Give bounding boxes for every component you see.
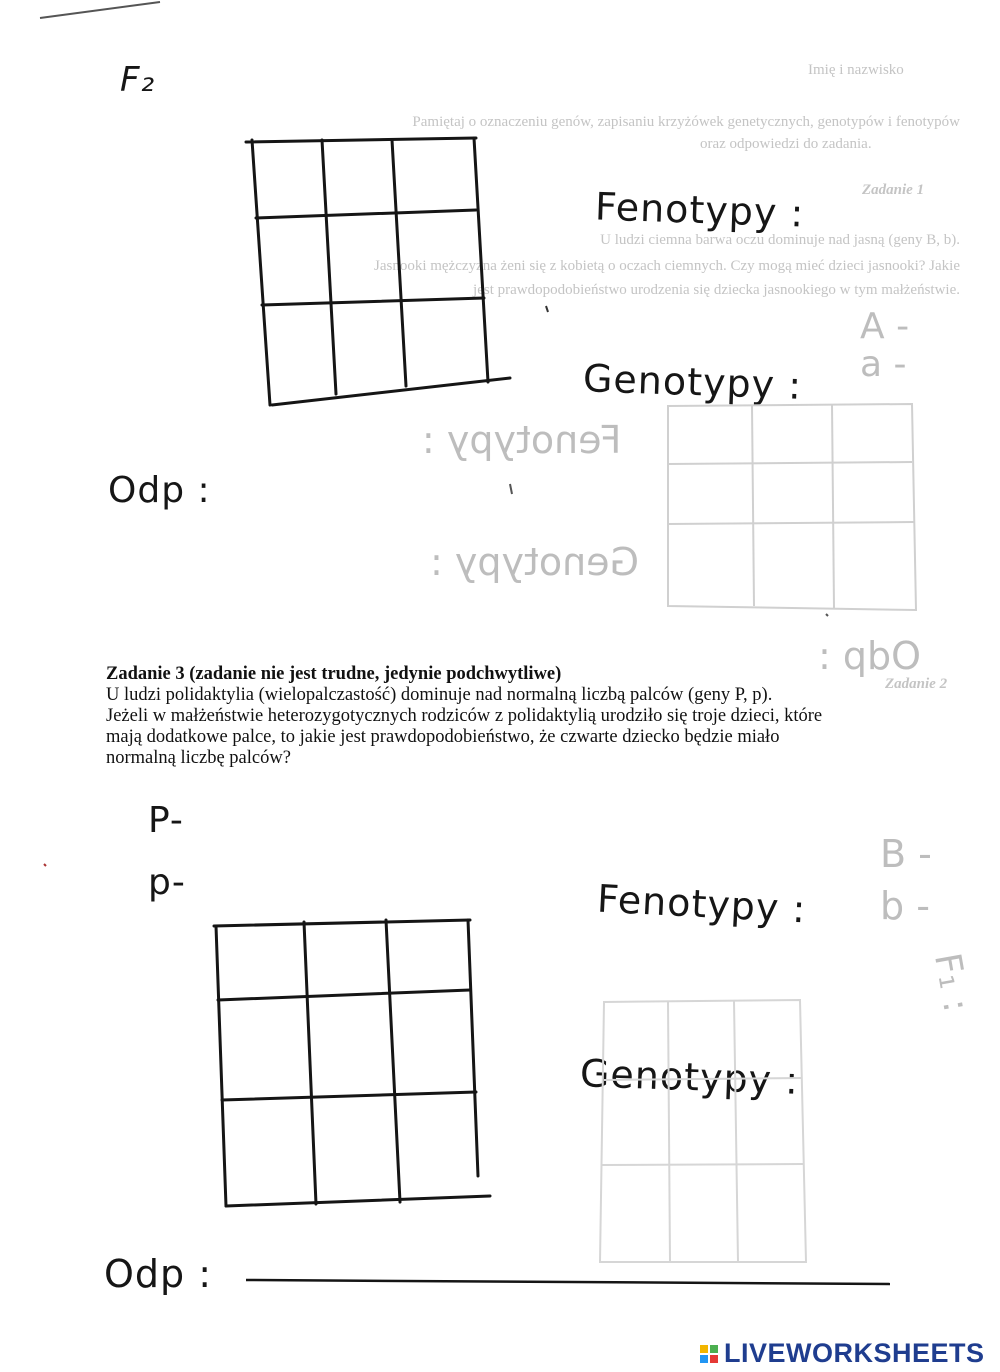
logo-square-blue [700,1355,708,1363]
punnett-square-2 [214,920,490,1206]
ghost-hand-gen: Genotypy : [430,540,640,584]
ghost-hand-odp: Odp : [818,634,922,678]
parent-gene-dominant: P- [148,800,184,841]
answer-label-2: Odp : [104,1252,213,1296]
ghost-hand-fen: Fenotypy : [422,418,622,462]
ghost-grid-1 [668,404,916,610]
grid1-row-line-1 [256,210,476,218]
grid1-row-line-2 [262,298,484,305]
ghost-zadanie2: Zadanie 2 [885,676,948,692]
logo-square-green [710,1345,718,1353]
f2-generation-label: F₂ [120,60,156,100]
grid2-top [214,920,470,926]
ghost-zadanie1: Zadanie 1 [862,182,925,198]
ghost-line-a: Pamiętaj o oznaczeniu genów, zapisaniu krzyżówek genetycznych, genotypów i fenotypów [412,114,960,130]
parent-gene-recessive: p- [148,862,186,903]
phenotypes-label-1: Fenotypy : [594,184,806,236]
ghost-header: Imię i nazwisko [808,62,904,78]
ghost-grid-2 [600,1000,806,1262]
grid2-outer-left [216,926,226,1206]
grid2-bottom [226,1196,490,1206]
logo-square-yellow [700,1345,708,1353]
grid1-top [246,138,476,142]
logo-mark-icon [700,1345,718,1363]
logo-square-red [710,1355,718,1363]
grid2-col-line-1 [304,922,316,1204]
stray-mark-1 [546,306,548,312]
logo-text: LIVEWORKSHEETS [724,1338,985,1368]
ghost-line-c: U ludzi ciemna barwa oczu dominuje nad jasną (geny B, b). [600,232,960,248]
genotypes-label-2: Genotypy : [579,1051,800,1103]
task-3-line-2: Jeżeli w małżeństwie heterozygotycznych rodziców z polidaktylią urodziło się troje dzieci, które [106,706,823,726]
ghost-line-b: oraz odpowiedzi do zadania. [700,136,872,152]
answer-line-2 [246,1280,890,1284]
grid1-col-line-2 [392,140,406,386]
grid2-col-line-2 [386,920,400,1202]
grid1-bottom [272,378,510,405]
ghost-hand-bb1: B - [880,832,932,876]
page-fold-line [40,2,160,18]
ghost-line-d: Jasnooki mężczyzna żeni się z kobietą o oczach ciemnych. Czy mogą mieć dzieci jasnooki? Jakie [373,258,960,274]
grid1-outer-right [474,138,488,382]
grid2-outer-right [468,920,478,1176]
ghost-hand-f1: F₁ : [926,950,977,1015]
task-3-line-3: mają dodatkowe palce, to jakie jest prawdopodobieństwo, że czwarte dziecko będzie miało [106,727,780,747]
stray-mark-2 [510,484,512,494]
answer-label-1: Odp : [108,470,211,511]
punnett-square-1 [246,138,510,405]
ghost-hand-bb2: b - [880,884,930,928]
stray-mark-3 [826,614,828,616]
grid1-outer-left [252,140,270,405]
task-3-title: Zadanie 3 (zadanie nie jest trudne, jedynie podchwytliwe) [106,664,562,684]
stray-mark-4 [44,864,46,866]
grid1-col-line-1 [322,140,336,394]
phenotypes-label-2: Fenotypy : [595,876,808,932]
liveworksheets-logo [700,1338,985,1369]
ghost-hand-a: A - [860,306,910,347]
grid2-row-line-2 [222,1092,476,1100]
genotypes-label-1: Genotypy : [582,356,803,408]
grid2-row-line-1 [218,990,470,1000]
task-3-line-1: U ludzi polidaktylia (wielopalczastość) dominuje nad normalną liczbą palców (geny P, p). [106,685,773,705]
ghost-hand-b: a - [860,344,907,385]
task-3-line-4: normalną liczbę palców? [106,748,291,768]
ghost-line-e: jest prawdopodobieństwo urodzenia się dziecka jasnookiego w tym małżeństwie. [473,282,960,298]
